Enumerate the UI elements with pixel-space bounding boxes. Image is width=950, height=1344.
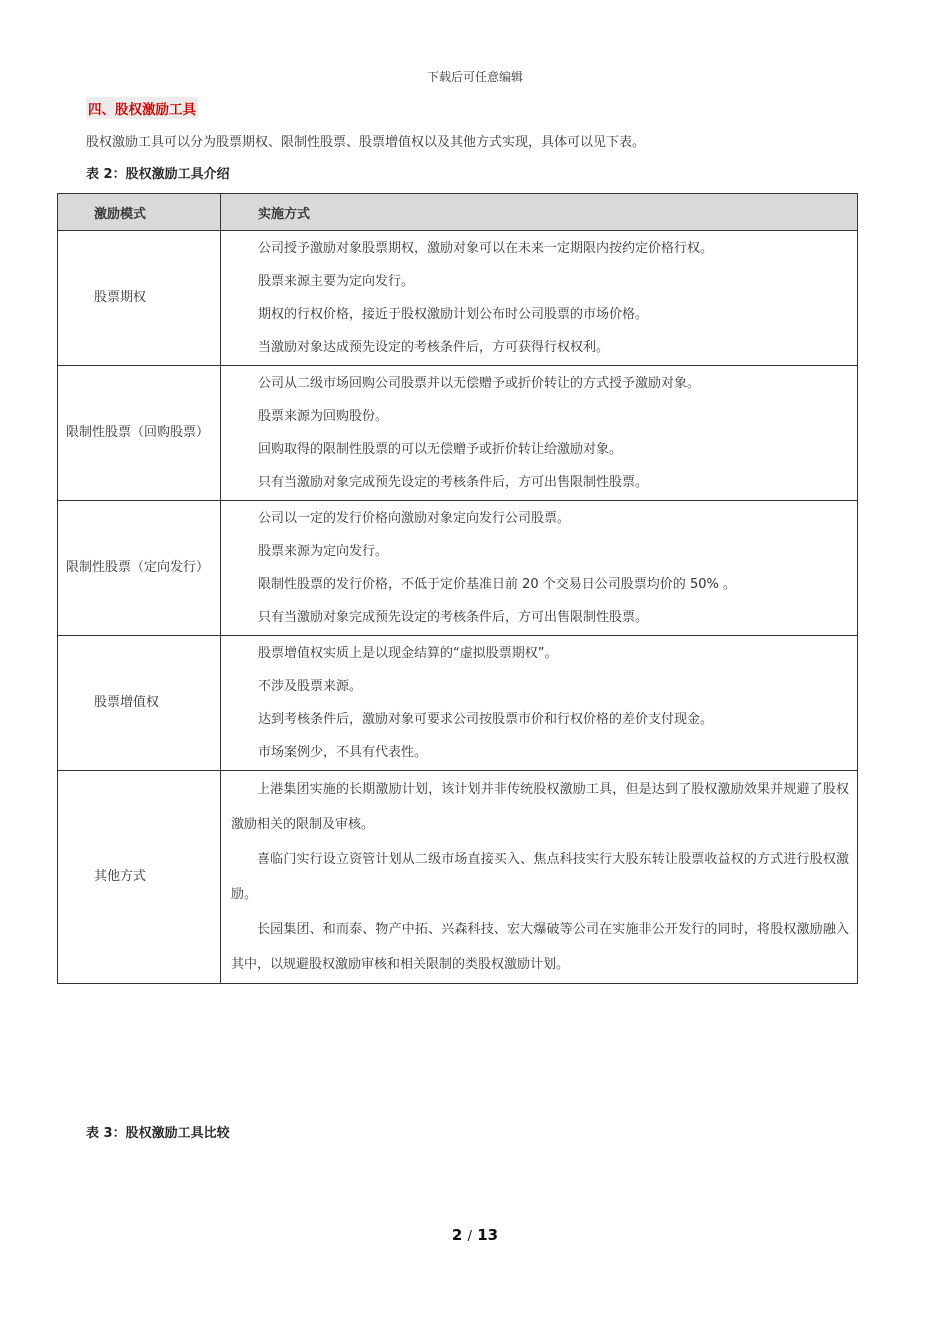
table-row [58, 231, 858, 366]
desc-line: 上港集团实施的长期激励计划，该计划并非传统股权激励工具，但是达到了股权激励效果并规避了股权激励相关的限制及审核。 [231, 782, 849, 832]
desc-cell [221, 231, 858, 366]
page-number [0, 1226, 950, 1244]
desc-line: 股票来源为定向发行。 [258, 544, 389, 559]
desc-line: 股票增值权实质上是以现金结算的“虚拟股票期权”。 [258, 646, 558, 661]
desc-line: 股票来源为回购股份。 [258, 409, 389, 424]
desc-line: 回购取得的限制性股票的可以无偿赠予或折价转让给激励对象。 [258, 442, 623, 457]
section-title: 四、股权激励工具 [86, 97, 198, 119]
desc-cell [221, 636, 858, 771]
desc-line: 只有当激励对象完成预先设定的考核条件后，方可出售限制性股票。 [258, 610, 649, 625]
table3-caption: 表 3：股权激励工具比较 [86, 1126, 230, 1141]
desc-line: 当激励对象达成预先设定的考核条件后，方可获得行权权利。 [258, 340, 610, 355]
mode-cell: 限制性股票（定向发行） [58, 501, 221, 636]
page-header: 下载后可任意编辑 [426, 70, 523, 84]
table-row [58, 501, 858, 636]
desc-cell [221, 366, 858, 501]
desc-line: 长园集团、和而泰、物产中拓、兴森科技、宏大爆破等公司在实施非公开发行的同时，将股权激励融入其中，以规避股权激励审核和相关限制的类股权激励计划。 [231, 922, 849, 972]
desc-line: 股票来源主要为定向发行。 [258, 274, 415, 289]
page-current: 2 [451, 1226, 463, 1244]
table-header-row [58, 194, 858, 231]
header-implementation: 实施方式 [221, 194, 858, 231]
desc-line: 只有当激励对象完成预先设定的考核条件后，方可出售限制性股票。 [258, 475, 649, 490]
desc-cell [221, 501, 858, 636]
page-total: 13 [477, 1226, 499, 1244]
desc-line: 公司以一定的发行价格向激励对象定向发行公司股票。 [258, 511, 571, 526]
desc-line: 期权的行权价格，接近于股权激励计划公布时公司股票的市场价格。 [258, 307, 649, 322]
table-row [58, 366, 858, 501]
mode-cell: 限制性股票（回购股票） [58, 366, 221, 501]
mode-cell: 其他方式 [58, 771, 221, 984]
desc-line: 市场案例少，不具有代表性。 [258, 745, 428, 760]
table2-caption: 表 2：股权激励工具介绍 [86, 167, 230, 182]
desc-line: 喜临门实行设立资管计划从二级市场直接买入、焦点科技实行大股东转让股票收益权的方式进行股权激励。 [231, 852, 849, 902]
header-mode: 激励模式 [58, 194, 221, 231]
page-separator: / [467, 1229, 472, 1244]
desc-line: 公司授予激励对象股票期权，激励对象可以在未来一定期限内按约定价格行权。 [258, 241, 714, 256]
incentive-tools-table [57, 193, 858, 984]
table-row [58, 636, 858, 771]
mode-cell: 股票期权 [58, 231, 221, 366]
desc-cell [221, 771, 858, 984]
desc-line: 限制性股票的发行价格，不低于定价基准日前 20 个交易日公司股票均价的 50% 。 [258, 577, 736, 592]
desc-line: 不涉及股票来源。 [258, 679, 363, 694]
table-row [58, 771, 858, 984]
mode-cell: 股票增值权 [58, 636, 221, 771]
intro-paragraph: 股权激励工具可以分为股票期权、限制性股票、股票增值权以及其他方式实现，具体可以见下表。 [86, 135, 646, 150]
desc-line: 公司从二级市场回购公司股票并以无偿赠予或折价转让的方式授予激励对象。 [258, 376, 701, 391]
desc-line: 达到考核条件后，激励对象可要求公司按股票市价和行权价格的差价支付现金。 [258, 712, 714, 727]
